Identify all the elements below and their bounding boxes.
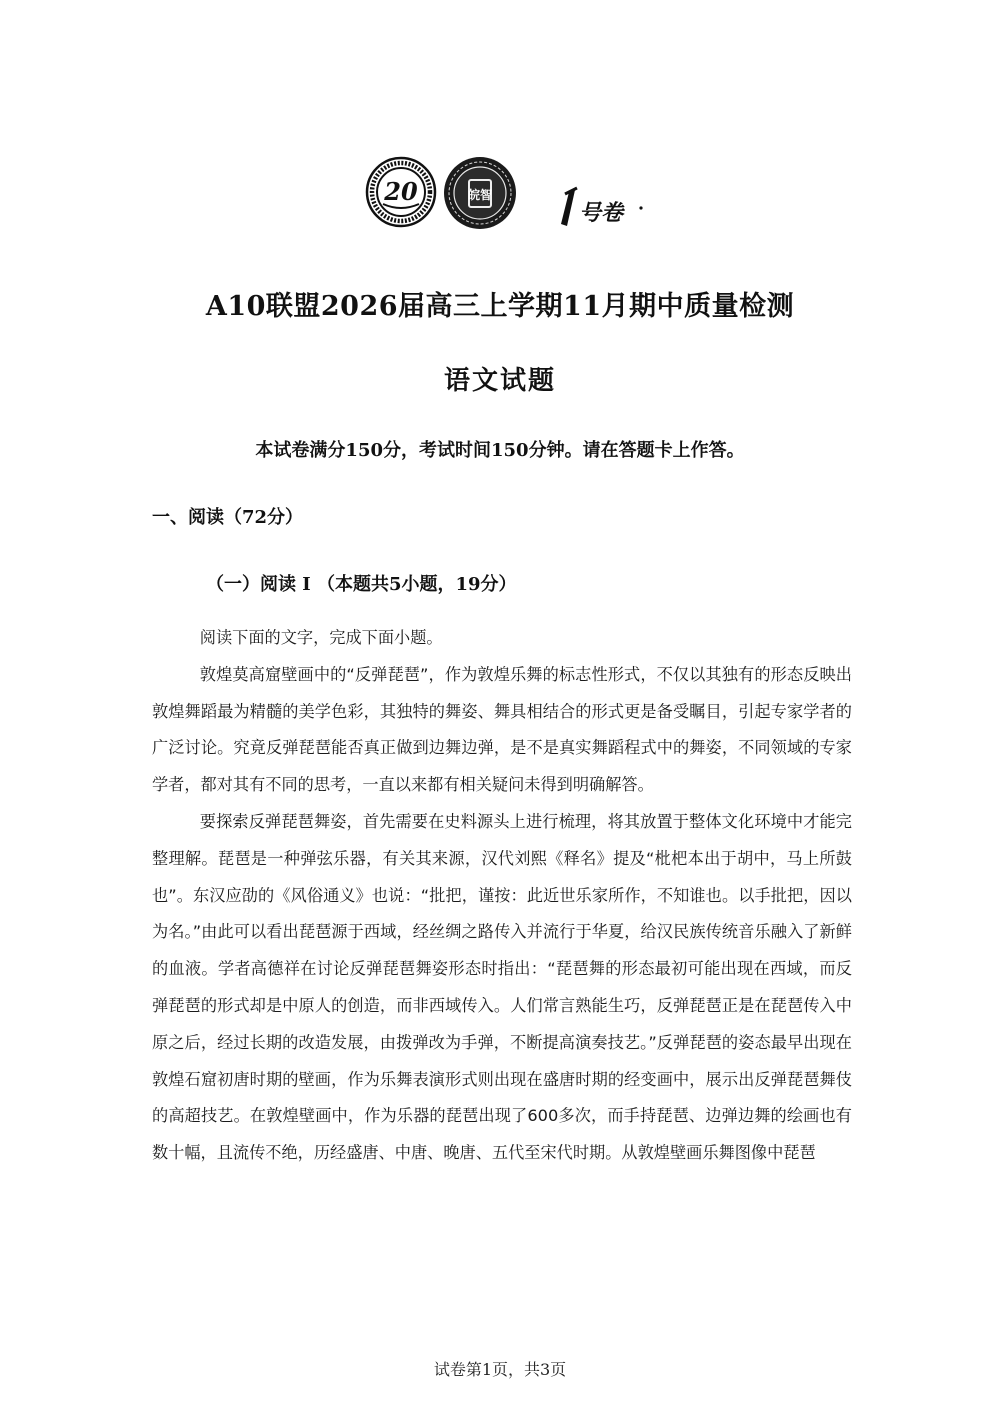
passage-paragraph: 阅读下面的文字，完成下面小题。	[199, 628, 443, 647]
exam-instructions: 本试卷满分150分，考试时间150分钟。请在答题卡上作答。	[255, 440, 745, 461]
exam-subject: 语文试题	[443, 366, 556, 396]
wanzhi-education-logo	[443, 156, 517, 230]
reading-passage	[152, 620, 852, 1172]
svg-text:号卷: 号卷	[579, 200, 624, 226]
page-footer: 试卷第1页，共3页	[433, 1360, 567, 1379]
header-logos	[365, 156, 655, 236]
passage-paragraph: 要探索反弹琵琶舞姿，首先需要在史料源头上进行梳理，将其放置于整体文化环境中才能完整理解。琵琶是一种弹弦乐器，有关其来源，汉代刘熙《释名》提及“枇杷本出于胡中，马上所鼓也”。东汉应劭的《风俗通义》也说：“批把，谨按：此近世乐家所作，不知谁也。以手批把，因以为名。”由此可以看出琵琶源于西域，经丝绸之路传入并流行于华夏，给汉民族传统音乐融入了新鲜的血液。学者高德祥在讨论反弹琵琶舞姿形态时指出：“琵琶舞的形态最初可能出现在西域，而反弹琵琶的形式却是中原人的创造，而非西域传入。人们常言熟能生巧，反弹琵琶正是在琵琶传入中原之后，经过长期的改造发展，由拨弹改为手弹，不断提高演奏技艺。”反弹琵琶的姿态最早出现在敦煌石窟初唐时期的壁画，作为乐舞表演形式则出现在盛唐时期的经变画中，展示出反弹琵琶舞伎的高超技艺。在敦煌壁画中，作为乐器的琵琶出现了600多次，而手持琵琶、边弹边舞的绘画也有数十幅，且流传不绝，历经盛唐、中唐、晚唐、五代至宋代时期。从敦煌壁画乐舞图像中琵琶	[152, 811, 852, 1163]
subsection-heading: （一）阅读 I （本题共5小题，19分）	[206, 574, 517, 595]
section-heading: 一、阅读（72分）	[152, 507, 304, 528]
hao-juan-logo	[551, 186, 651, 230]
svg-text:皖智: 皖智	[467, 188, 493, 202]
exam-title: A10联盟2026届高三上学期11月期中质量检测	[205, 291, 795, 322]
alliance-seal-logo	[365, 156, 437, 228]
svg-text:20: 20	[384, 177, 418, 206]
passage-paragraph: 敦煌莫高窟壁画中的“反弹琵琶”，作为敦煌乐舞的标志性形式，不仅以其独有的形态反映出敦煌舞蹈最为精髓的美学色彩，其独特的舞姿、舞具相结合的形式更是备受瞩目，引起专家学者的广泛讨论。究竟反弹琵琶能否真正做到边舞边弹，是不是真实舞蹈程式中的舞姿，不同领域的专家学者，都对其有不同的思考，一直以来都有相关疑问未得到明确解答。	[152, 664, 852, 795]
